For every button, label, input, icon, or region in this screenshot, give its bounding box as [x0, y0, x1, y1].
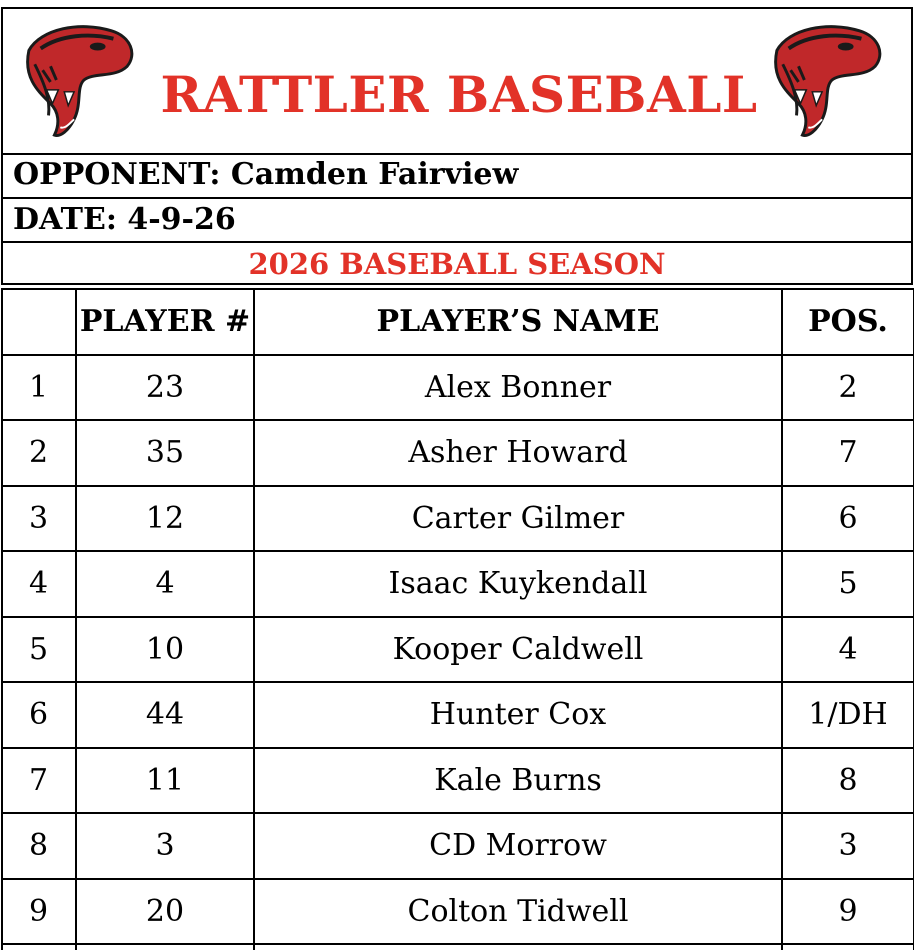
player-number-cell: 12	[76, 486, 254, 552]
batting-order-cell: 2	[2, 420, 76, 486]
position-cell: 5	[782, 551, 914, 617]
table-row	[2, 551, 914, 617]
player-name-cell: Carter Gilmer	[254, 486, 782, 552]
player-name-cell: Alex Bonner	[254, 355, 782, 421]
position-cell: 6	[782, 486, 914, 552]
column-header-name: PLAYER’S NAME	[254, 289, 782, 355]
table-row	[2, 682, 914, 748]
player-name-cell: Asher Howard	[254, 420, 782, 486]
player-number-cell: 44	[76, 682, 254, 748]
player-name-cell: CD Morrow	[254, 813, 782, 879]
player-number-cell: 4	[76, 551, 254, 617]
rattlesnake-head-icon	[769, 21, 887, 139]
position-cell: 8	[782, 748, 914, 814]
column-header-order	[2, 289, 76, 355]
lineup-table	[1, 288, 914, 950]
player-number-cell: 20	[76, 879, 254, 945]
player-number-cell: 11	[76, 748, 254, 814]
season-banner: 2026 BASEBALL SEASON	[1, 241, 913, 285]
player-name-cell: Isaac Kuykendall	[254, 551, 782, 617]
player-name-cell: Hunter Cox	[254, 682, 782, 748]
position-cell: 2	[782, 355, 914, 421]
table-header-row	[2, 289, 914, 355]
position-cell: 9	[782, 879, 914, 945]
position-cell	[782, 944, 914, 950]
table-row	[2, 944, 914, 950]
column-header-position: POS.	[782, 289, 914, 355]
batting-order-cell: 3	[2, 486, 76, 552]
batting-order-cell	[2, 944, 76, 950]
position-cell: 4	[782, 617, 914, 683]
table-row	[2, 813, 914, 879]
table-row	[2, 617, 914, 683]
page-title: RATTLER BASEBALL	[160, 65, 758, 124]
batting-order-cell: 1	[2, 355, 76, 421]
batting-order-cell: 7	[2, 748, 76, 814]
player-number-cell: 23	[76, 355, 254, 421]
player-number-cell	[76, 944, 254, 950]
lineup-sheet	[1, 7, 913, 950]
player-name-cell: Kale Burns	[254, 748, 782, 814]
batting-order-cell: 9	[2, 879, 76, 945]
batting-order-cell: 4	[2, 551, 76, 617]
table-row	[2, 486, 914, 552]
table-row	[2, 879, 914, 945]
table-row	[2, 748, 914, 814]
batting-order-cell: 6	[2, 682, 76, 748]
table-row	[2, 355, 914, 421]
rattlesnake-head-icon	[21, 21, 139, 139]
batting-order-cell: 8	[2, 813, 76, 879]
opponent-row: OPPONENT: Camden Fairview	[1, 153, 913, 197]
player-number-cell: 35	[76, 420, 254, 486]
player-number-cell: 3	[76, 813, 254, 879]
batting-order-cell: 5	[2, 617, 76, 683]
position-cell: 3	[782, 813, 914, 879]
position-cell: 1/DH	[782, 682, 914, 748]
player-name-cell: Kooper Caldwell	[254, 617, 782, 683]
table-row	[2, 420, 914, 486]
column-header-number: PLAYER #	[76, 289, 254, 355]
player-name-cell: Colton Tidwell	[254, 879, 782, 945]
player-number-cell: 10	[76, 617, 254, 683]
date-row: DATE: 4-9-26	[1, 197, 913, 241]
player-name-cell	[254, 944, 782, 950]
position-cell: 7	[782, 420, 914, 486]
header-box	[1, 7, 913, 153]
